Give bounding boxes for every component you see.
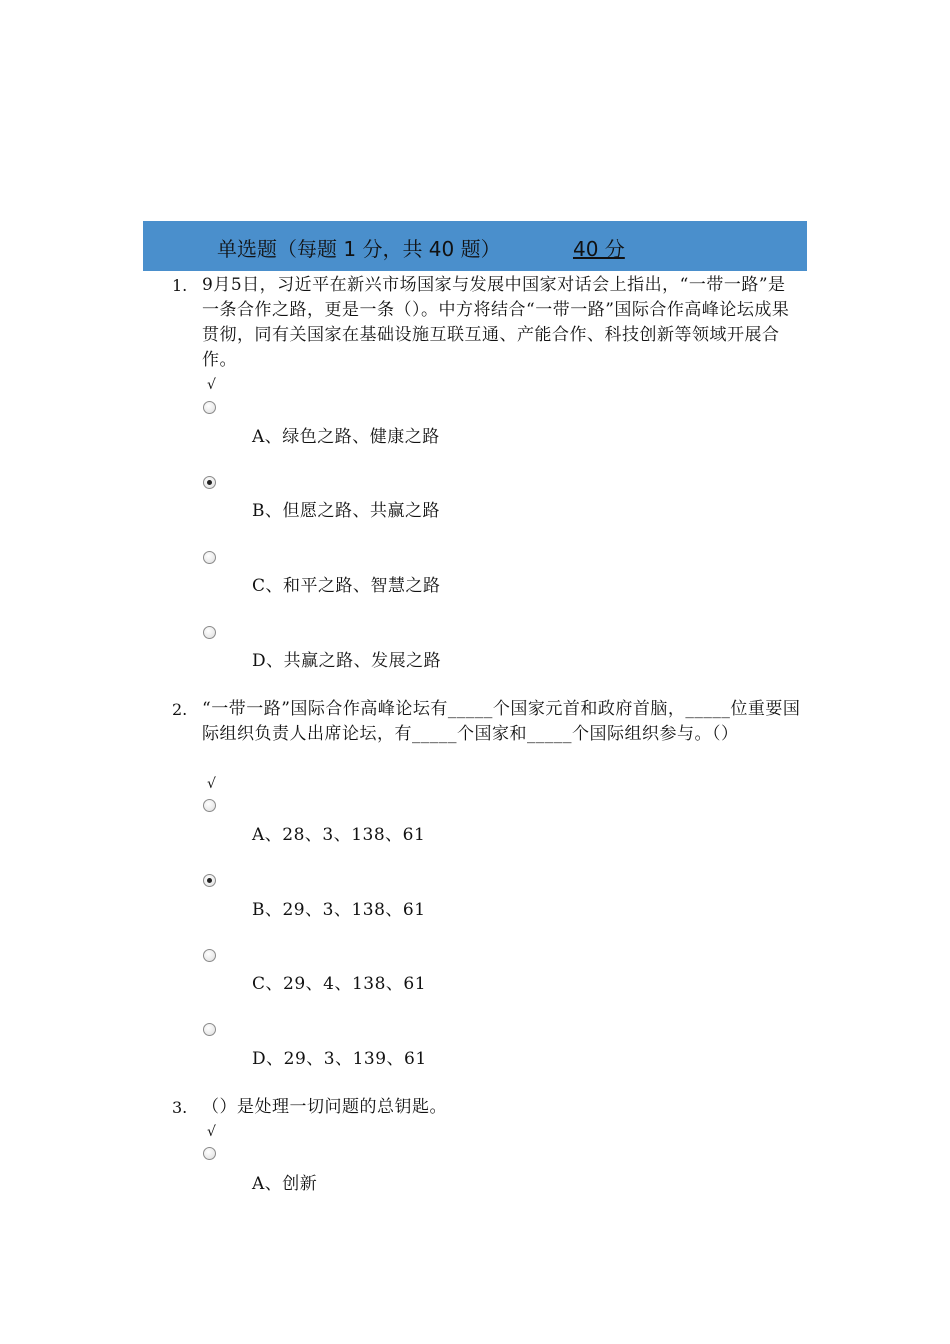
option-c-label: C、29、4、138、61 [252,974,427,994]
option-c-radio[interactable] [203,551,216,564]
section-header [143,221,807,271]
question-text: “一带一路”国际合作高峰论坛有_____个国家元首和政府首脑，_____位重要国际组织负责人出席论坛，有_____个国家和_____个国际组织参与。（） [202,699,801,744]
question-number: 3. [172,1098,188,1117]
section-title: 单选题（每题 1 分，共 40 题） [217,237,501,261]
option-c-radio[interactable] [203,949,216,962]
question-1 [172,273,802,373]
option-b-radio[interactable] [203,476,216,489]
question-3 [172,1095,802,1120]
question-number: 1. [172,276,188,295]
question-2 [172,697,802,772]
option-a-radio[interactable] [203,1147,216,1160]
option-d-radio[interactable] [203,626,216,639]
question-number: 2. [172,700,188,719]
section-score: 40 分 [573,237,625,261]
answer-mark-icon: √ [207,1124,216,1140]
option-b-label: B、但愿之路、共赢之路 [252,501,440,521]
option-d-radio[interactable] [203,1023,216,1036]
option-a-radio[interactable] [203,401,216,414]
answer-mark-icon: √ [207,776,216,792]
option-b-label: B、29、3、138、61 [252,900,426,920]
option-a-radio[interactable] [203,799,216,812]
option-a-label: A、创新 [252,1174,318,1194]
question-text: （）是处理一切问题的总钥匙。 [202,1097,447,1117]
option-c-label: C、和平之路、智慧之路 [252,576,441,596]
option-b-radio[interactable] [203,874,216,887]
option-d-label: D、共赢之路、发展之路 [252,651,442,671]
option-a-label: A、绿色之路、健康之路 [252,427,440,447]
option-a-label: A、28、3、138、61 [252,825,426,845]
question-text: 9月5日，习近平在新兴市场国家与发展中国家对话会上指出，“一带一路”是一条合作之路，更是一条（）。中方将结合“一带一路”国际合作高峰论坛成果贯彻，同有关国家在基础设施互联互通、产能合作、科技创新等领域开展合作。 [202,275,790,370]
answer-mark-icon: √ [207,377,216,393]
option-d-label: D、29、3、139、61 [252,1049,427,1069]
